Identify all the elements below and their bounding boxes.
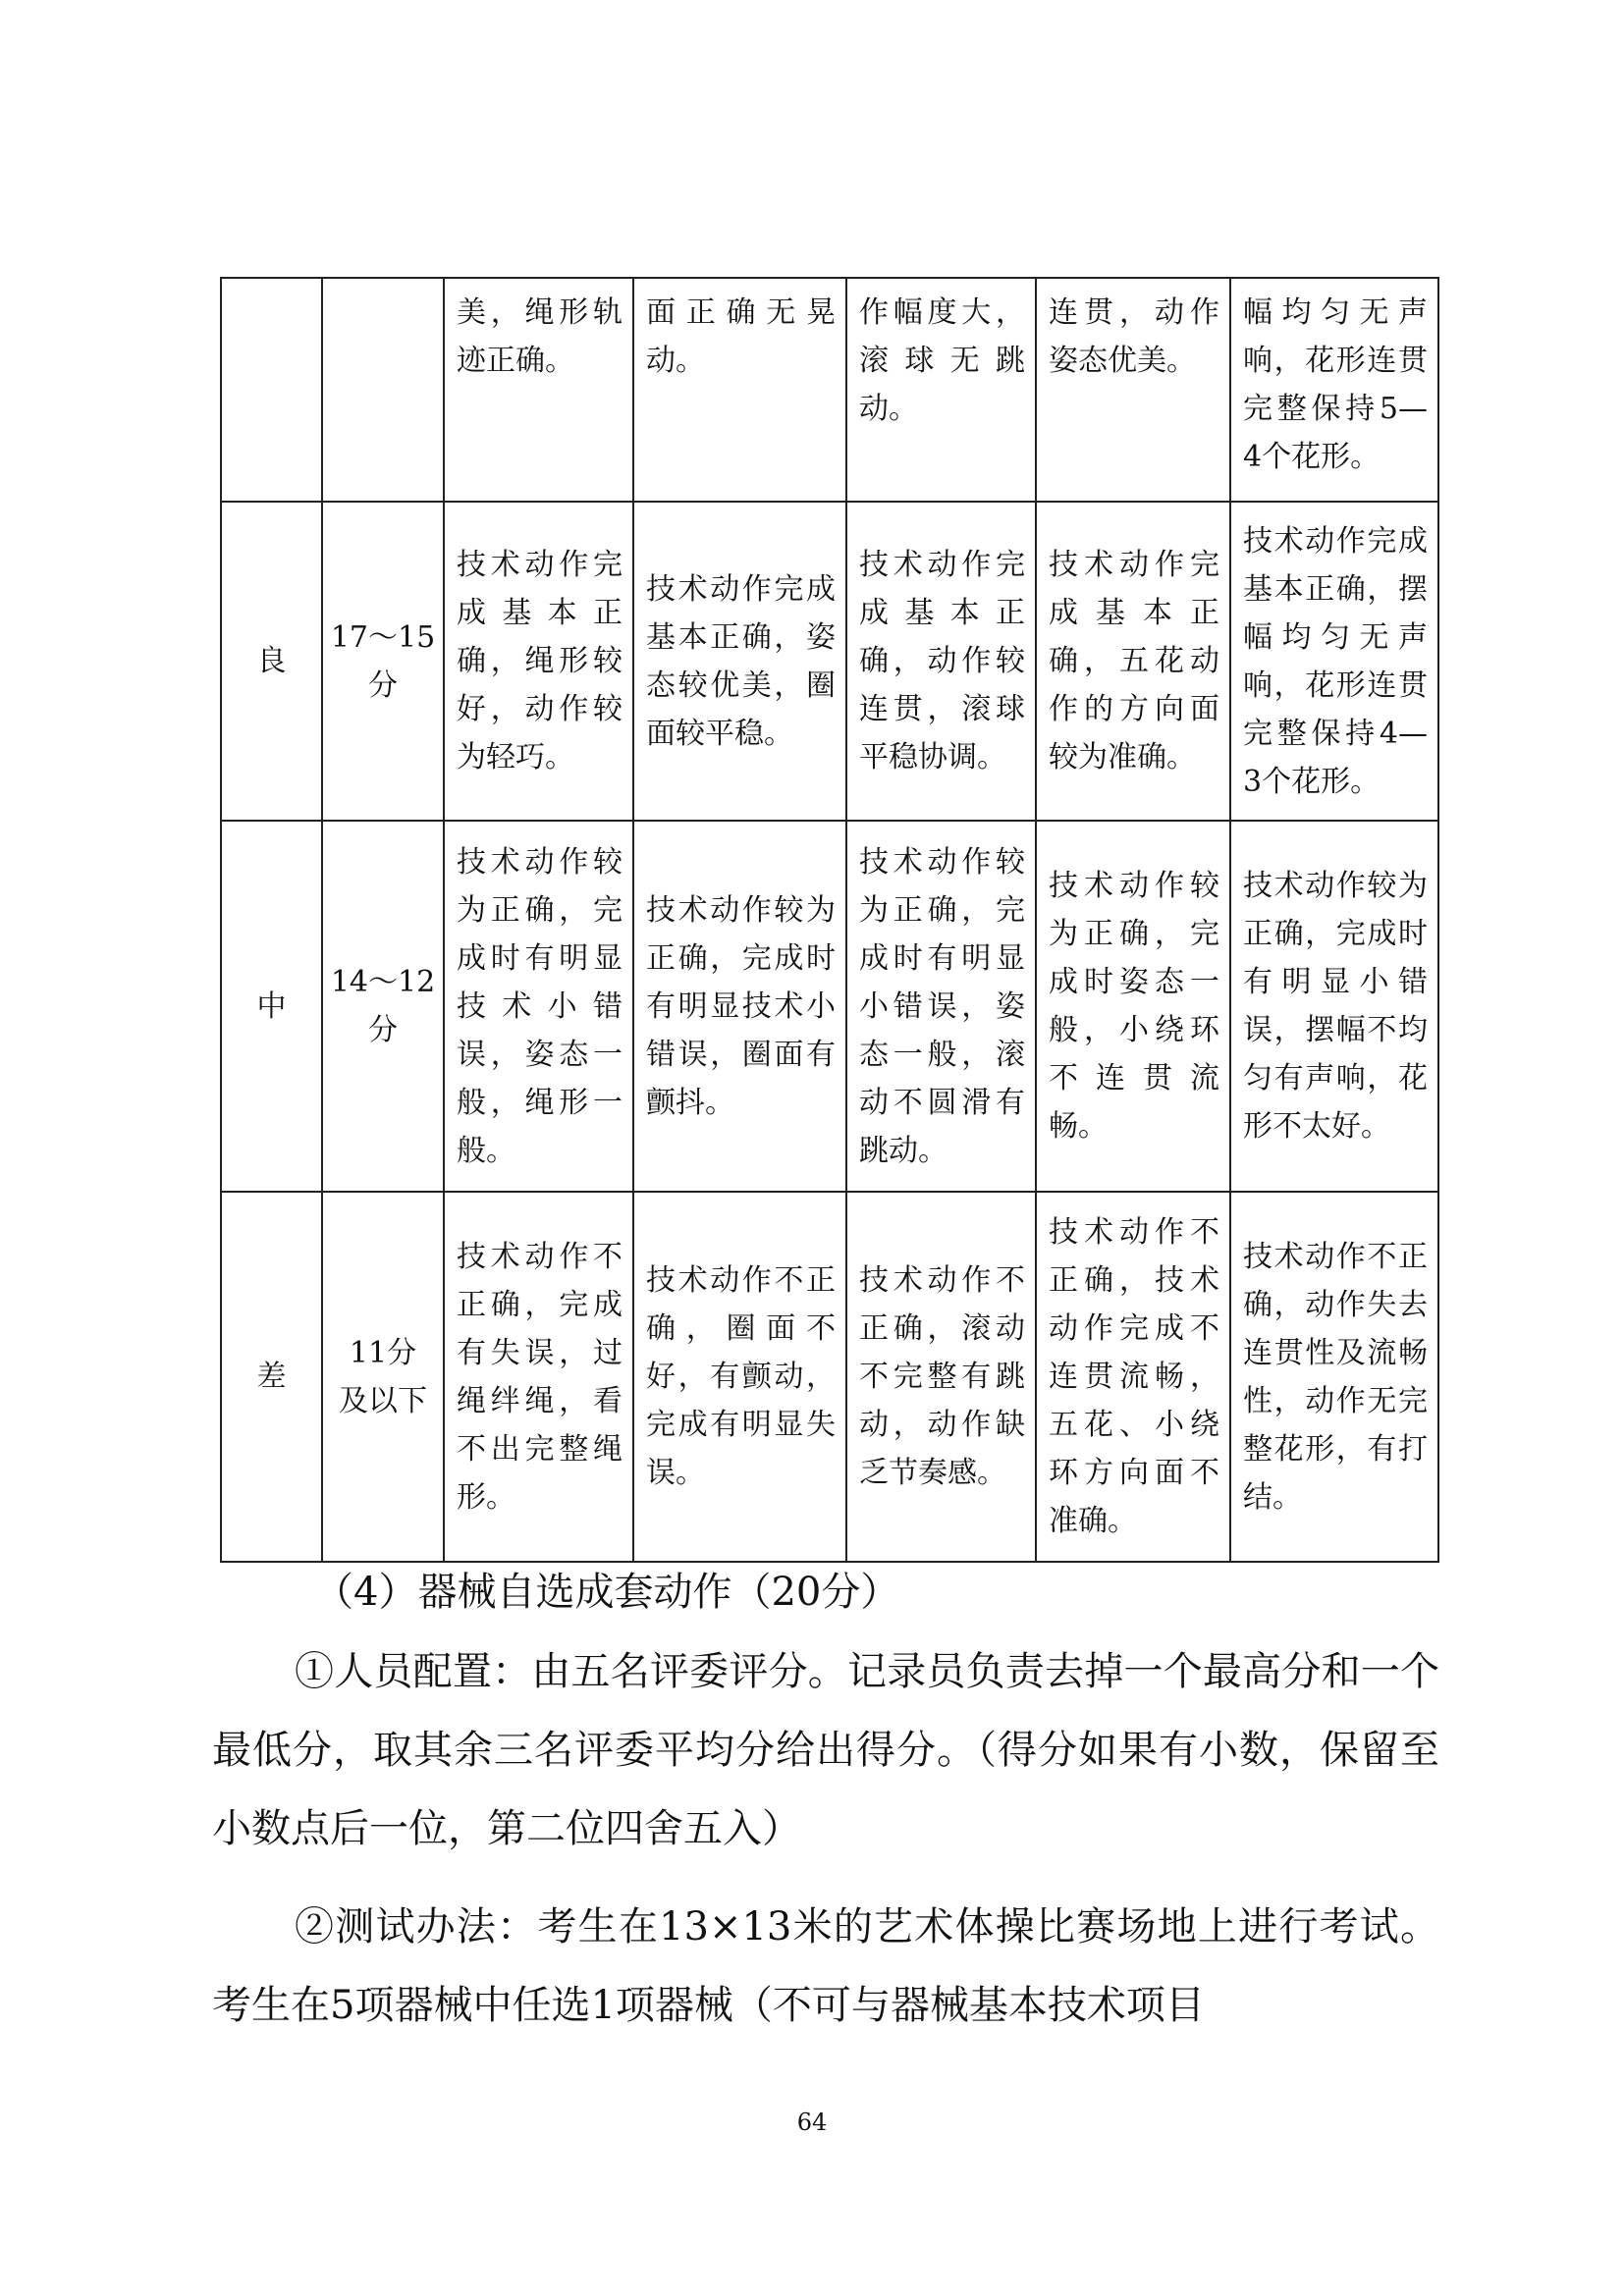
criteria-cell: 技术动作不正确，技术动作完成不连贯流畅，五花、小绕环方向面不准确。: [1036, 1192, 1230, 1562]
paragraph-personnel: ①人员配置：由五名评委评分。记录员负责去掉一个最高分和一个最低分，取其余三名评委平均分给出得分。（得分如果有小数，保留至小数点后一位，第二位四舍五入）: [212, 1649, 1439, 1851]
criteria-cell: 技术动作完成基本正确，五花动作的方向面较为准确。: [1036, 502, 1230, 821]
section-heading: （4）器械自选成套动作（20分）: [314, 1570, 900, 1615]
level-cell: 差: [221, 1192, 322, 1562]
criteria-cell: 技术动作完成基本正确，动作较连贯，滚球平稳协调。: [846, 502, 1036, 821]
table-row: [221, 502, 1438, 821]
table-row: [221, 821, 1438, 1192]
criteria-cell: 技术动作不正确，滚动不完整有跳动，动作缺乏节奏感。: [846, 1192, 1036, 1562]
criteria-cell: 技术动作完成基本正确，姿态较优美，圈面较平稳。: [633, 502, 846, 821]
score-cell: 17～15 分: [322, 502, 444, 821]
criteria-cell: 技术动作较为正确，完成时有明显小错误，摆幅不均匀有声响，花形不太好。: [1230, 821, 1438, 1192]
grading-table: [220, 277, 1439, 1563]
level-cell: [221, 278, 322, 502]
criteria-cell: 技术动作较为正确，完成时姿态一般，小绕环不连贯流畅。: [1036, 821, 1230, 1192]
criteria-cell: 技术动作不正确，动作失去连贯性及流畅性，动作无完整花形，有打结。: [1230, 1192, 1438, 1562]
table-row: [221, 1192, 1438, 1562]
level-cell: 中: [221, 821, 322, 1192]
criteria-cell: 幅均匀无声响，花形连贯完整保持5—4个花形。: [1230, 278, 1438, 502]
score-cell: [322, 278, 444, 502]
table-row: [221, 278, 1438, 502]
criteria-cell: 连贯，动作姿态优美。: [1036, 278, 1230, 502]
page-number: 64: [796, 2109, 828, 2136]
criteria-cell: 技术动作较为正确，完成时有明显技术小错误，圈面有颤抖。: [633, 821, 846, 1192]
score-cell: 14～12 分: [322, 821, 444, 1192]
criteria-cell: 面正确无晃动。: [633, 278, 846, 502]
criteria-cell: 技术动作完成基本正确，绳形较好，动作较为轻巧。: [444, 502, 633, 821]
criteria-cell: 技术动作不正确，完成有失误，过绳绊绳，看不出完整绳形。: [444, 1192, 633, 1562]
criteria-cell: 作幅度大，滚球无跳动。: [846, 278, 1036, 502]
criteria-cell: 技术动作较为正确，完成时有明显技术小错误，姿态一般，绳形一般。: [444, 821, 633, 1192]
score-cell: 11分 及以下: [322, 1192, 444, 1562]
criteria-cell: 技术动作较为正确，完成时有明显小错误，姿态一般，滚动不圆滑有跳动。: [846, 821, 1036, 1192]
criteria-cell: 技术动作完成基本正确，摆幅均匀无声响，花形连贯完整保持4—3个花形。: [1230, 502, 1438, 821]
level-cell: 良: [221, 502, 322, 821]
paragraph-test-method: ②测试办法：考生在13×13米的艺术体操比赛场地上进行考试。考生在5项器械中任选1项器械（不可与器械基本技术项目: [212, 1904, 1439, 2028]
criteria-cell: 技术动作不正确，圈面不好，有颤动，完成有明显失误。: [633, 1192, 846, 1562]
criteria-cell: 美，绳形轨迹正确。: [444, 278, 633, 502]
